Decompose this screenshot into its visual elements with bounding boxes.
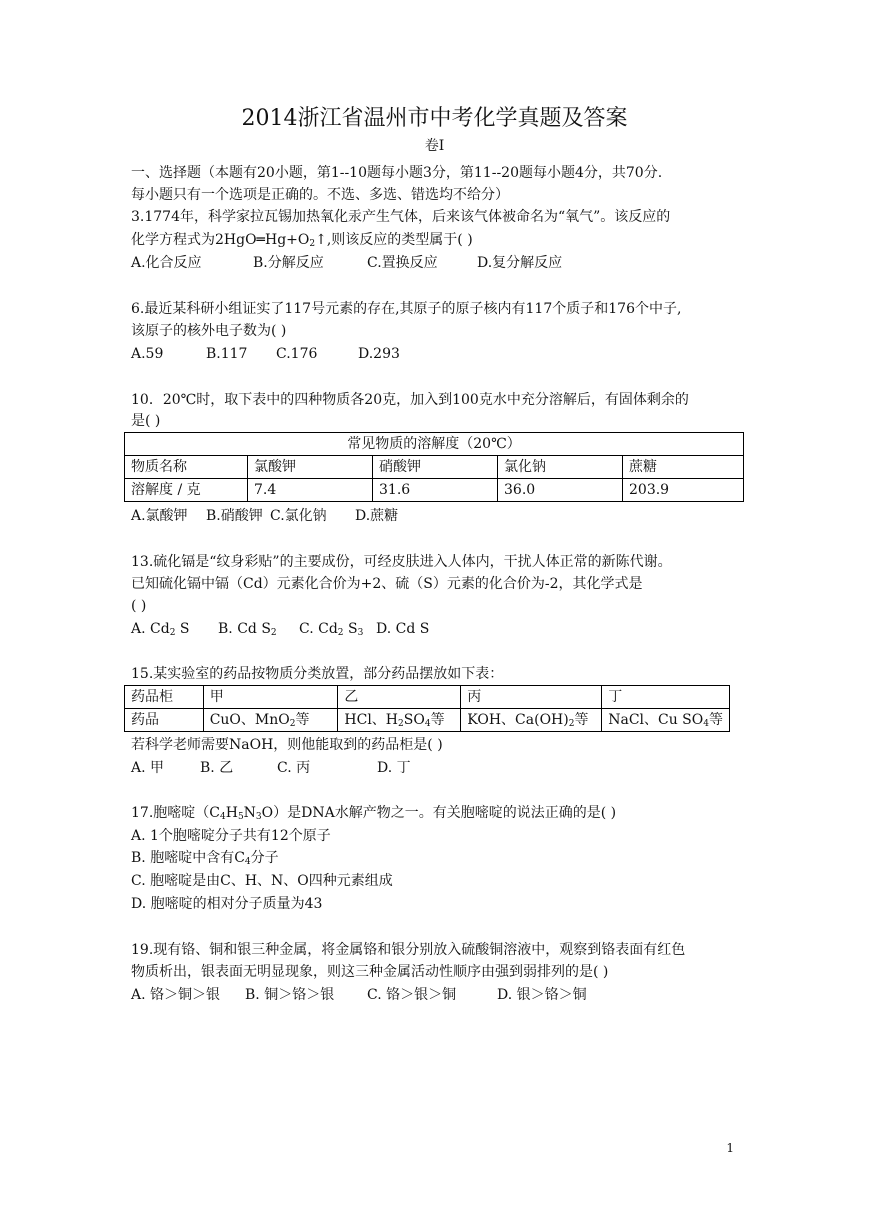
table-cell: 31.6 [373,479,498,502]
q13-option-a [131,618,218,640]
q19-option-b: B. 铜＞铬＞银 [245,987,335,1003]
cell-text: 等 [430,712,445,728]
q19-line-1: 19.现有铬、铜和银三种金属，将金属铬和银分别放入硫酸铜溶液中，观察到铬表面有红色 [131,942,686,958]
q17-option-b-subscript: 4 [244,857,251,867]
cell-text: SO [403,712,425,728]
q15-option-c: C. 丙 [277,760,311,776]
q6-option-d: D.293 [358,346,400,362]
q17-subscript: 3 [255,812,262,822]
cell-text: CuO、MnO [209,712,290,728]
q19-line-2: 物质析出，银表面无明显现象，则这三种金属活动性顺序由强到弱排列的是( ) [131,964,609,980]
q3-options [131,252,562,274]
q13-option-c-text: C. Cd [299,621,338,637]
q17-option-a: A. 1个胞嘧啶分子共有12个原子 [131,828,331,844]
q17-option-c: C. 胞嘧啶是由C、H、N、O四种元素组成 [131,873,393,889]
table-cell: 36.0 [498,479,623,502]
q3-equation-text: 化学方程式为2HgO═Hg+O [131,232,310,248]
cell-text: 等 [709,712,723,728]
medicine-cabinet-table [124,685,730,732]
q15-line-2: 若科学老师需要NaOH，则他能取到的药品柜是( ) [131,737,443,753]
q13-options [131,618,429,640]
q13-option-d: D. Cd S [376,621,430,637]
table-cell: 乙 [338,686,461,709]
q17-subscript: 4 [219,812,226,822]
table-header-cell: 物质名称 [125,456,248,479]
table-cell: 7.4 [248,479,373,502]
q3-option-c: C.置换反应 [367,255,438,271]
table-cell: 203.9 [623,479,744,502]
cell-text: HCl、H [344,712,399,728]
table-cell: 甲 [203,686,338,709]
q17-stem [131,802,616,824]
table-header-cell: 药品 [125,709,204,732]
cell-text: NaCl、Cu SO [608,712,704,728]
cell-subscript: 4 [424,719,431,729]
q13-line-2: 已知硫化镉中镉（Cd）元素化合价为+2、硫（S）元素的化合价为-2，其化学式是 [131,576,643,592]
q6-options [131,343,400,365]
q13-option-c [299,618,376,640]
q10-line-2: 是( ) [131,413,161,429]
q15-option-d: D. 丁 [377,760,411,776]
solubility-table [124,432,744,502]
volume-label: 卷Ⅰ [424,138,445,154]
cell-subscript: 2 [289,719,296,729]
q17-option-b-tail: 分子 [250,850,279,866]
table-cell [602,709,730,732]
q3-option-b: B.分解反应 [253,255,324,271]
table-row [125,686,730,709]
q13-line-3: ( ) [131,598,147,614]
table-cell [461,709,602,732]
q17-option-b [131,847,279,869]
q13-option-b-text: B. Cd S [218,621,271,637]
cell-subscript: 2 [398,719,404,729]
q15-line-1: 15.某实验室的药品按物质分类放置，部分药品摆放如下表： [131,666,504,682]
q6-line-1: 6.最近某科研小组证实了117号元素的存在,其原子的原子核内有117个质子和176个中子, [131,301,682,317]
q19-option-c: C. 铬＞银＞铜 [367,987,457,1003]
table-cell [338,709,461,732]
cell-text: 等 [574,712,589,728]
table-cell: 氯化钠 [498,456,623,479]
q17-stem-text: H [225,805,238,821]
cell-text: KOH、Ca(OH) [467,712,569,728]
cell-subscript: 4 [703,719,709,729]
q6-option-b: B.117 [206,346,248,362]
q3-option-d: D.复分解反应 [477,255,563,271]
q6-option-a: A.59 [131,346,164,362]
q6-option-c: C.176 [276,346,318,362]
table-cell: 丁 [602,686,730,709]
q15-option-a: A. 甲 [131,760,165,776]
q13-option-a-text: A. Cd [131,621,170,637]
q3-question-text: ↑,则该反应的类型属于( ) [315,232,473,248]
table-cell [203,709,338,732]
q13-option-c-subscript-1: 2 [337,628,344,638]
section-instructions-line-1: 一、选择题（本题有20小题，第1--10题每小题3分，第11--20题每小题4分，共70分. [131,165,663,181]
q10-line-1: 10．20℃时，取下表中的四种物质各20克，加入到100克水中充分溶解后，有固体剩余的 [131,392,689,408]
q13-option-a-tail: S [175,621,190,637]
cell-subscript: 2 [568,719,575,729]
q19-option-a: A. 铬＞铜＞银 [131,987,221,1003]
page-title: 2014浙江省温州市中考化学真题及答案 [241,106,628,131]
q13-option-c-mid: S [343,621,358,637]
q13-option-c-subscript-2: 3 [357,628,364,638]
table-cell: 硝酸钾 [373,456,498,479]
table-row [125,456,744,479]
table-cell: 蔗糖 [623,456,744,479]
table-cell: 丙 [461,686,602,709]
q13-option-b [218,618,299,640]
q10-option-d: D.蔗糖 [355,508,399,524]
q10-option-a: A.氯酸钾 [131,508,188,524]
table-header-cell: 溶解度 / 克 [125,479,248,502]
q19-options [131,984,587,1006]
q17-stem-text: N [243,805,256,821]
q17-option-b-text: B. 胞嘧啶中含有C [131,850,245,866]
q10-options [131,505,398,527]
q15-option-b: B. 乙 [200,760,234,776]
cell-text: 等 [295,712,310,728]
q13-option-a-subscript: 2 [169,628,176,638]
q10-option-c: C.氯化钠 [270,508,327,524]
solubility-table-caption: 常见物质的溶解度（20℃） [125,433,744,456]
q15-options [131,757,411,779]
table-row [125,479,744,502]
q13-option-b-subscript: 2 [270,628,277,638]
q19-option-d: D. 银＞铬＞铜 [497,987,587,1003]
q3-line-2 [131,229,473,251]
table-row [125,709,730,732]
q6-line-2: 该原子的核外电子数为( ) [131,323,287,339]
q17-option-d: D. 胞嘧啶的相对分子质量为43 [131,896,323,912]
table-header-cell: 药品柜 [125,686,204,709]
q3-line-1: 3.1774年，科学家拉瓦锡加热氧化汞产生气体，后来该气体被命名为“氧气”。该反应的 [131,209,671,225]
q17-stem-text: 17.胞嘧啶（C [131,805,220,821]
q3-option-a: A.化合反应 [131,255,202,271]
q10-option-b: B.硝酸钾 [206,508,263,524]
section-instructions-line-2: 每小题只有一个选项是正确的。不选、多选、错选均不给分） [131,187,509,203]
q13-line-1: 13.硫化镉是“纹身彩贴”的主要成份，可经皮肤进入人体内，干扰人体正常的新陈代谢。 [131,554,672,570]
page-number: 1 [726,1141,734,1155]
q17-stem-text: O）是DNA水解产物之一。有关胞嘧啶的说法正确的是( ) [261,805,617,821]
q3-equation-subscript: 2 [309,239,316,249]
table-cell: 氯酸钾 [248,456,373,479]
q17-subscript: 5 [237,812,244,822]
